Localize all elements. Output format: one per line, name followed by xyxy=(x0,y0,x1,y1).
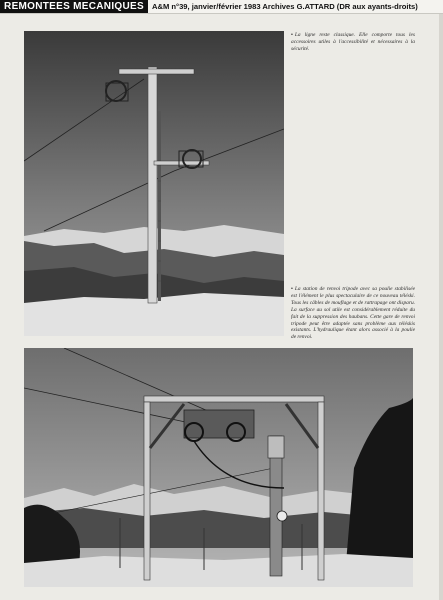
section-label: REMONTEES MECANIQUES xyxy=(0,0,148,13)
return-station-photo xyxy=(24,348,413,587)
page-edge xyxy=(439,14,443,600)
caption-middle xyxy=(291,286,415,341)
pylon-photo xyxy=(24,31,284,336)
caption-middle-text: La station de renvoi tripode avec sa poulie stabilisée est l'élément le plus spectaculaire de ce nouveau téléski. Tous les câbles de mouflage et de rattrapage ont disparu. La surface au sol utile est considérablement réduite du fait de la suppression des haubans. Cette gare de renvoi tripode peut être adaptée sans problème aux téléskis existants. L'hydraulique étant alors associé à la poulie de renvoi. xyxy=(291,286,415,341)
source-line: A&M n°39, janvier/février 1983 Archives G.ATTARD (DR aux ayants-droits) xyxy=(152,2,418,11)
bullet-middle: • xyxy=(291,286,293,292)
pylon-photo-image xyxy=(24,31,284,336)
return-station-photo-image xyxy=(24,348,413,587)
caption-top xyxy=(291,32,415,53)
caption-top-text: La ligne reste classique. Elle comporte tous les accessoires utiles à l'accessibilité et nécessaires à la sécurité. xyxy=(291,32,415,52)
bullet-top: • xyxy=(291,32,293,38)
